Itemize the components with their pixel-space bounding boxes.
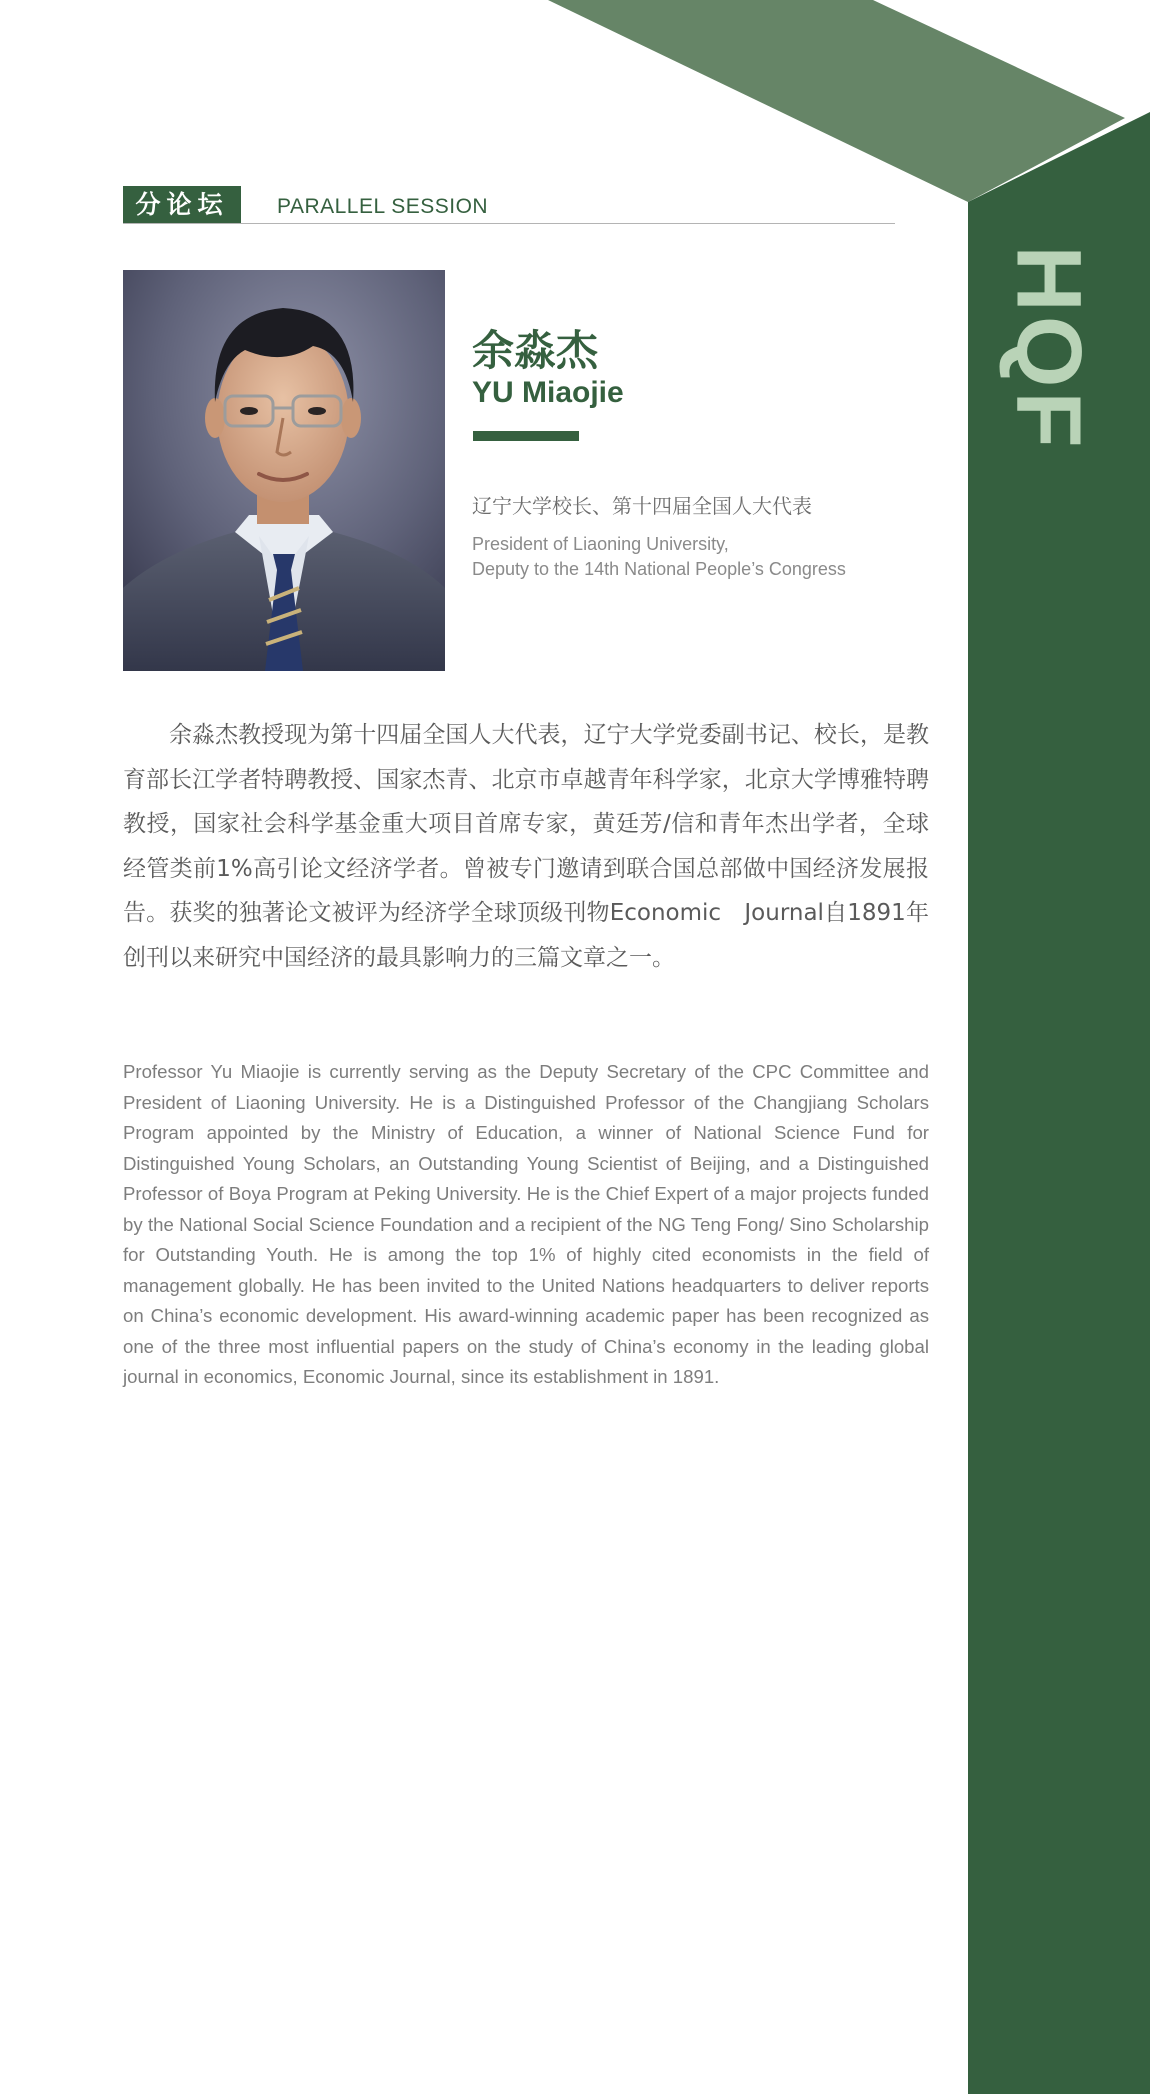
speaker-photo — [123, 270, 445, 671]
speaker-title-en-line1: President of Liaoning University, — [472, 534, 729, 554]
name-underline — [473, 431, 579, 441]
speaker-portrait-icon — [123, 270, 445, 671]
speaker-title-en-line2: Deputy to the 14th National People’s Congress — [472, 559, 846, 579]
section-title-en: PARALLEL SESSION — [277, 195, 489, 218]
brand-side-letters — [997, 236, 1100, 460]
bio-chinese: 余淼杰教授现为第十四届全国人大代表，辽宁大学党委副书记、校长，是教育部长江学者特聘教授、国家杰青、北京市卓越青年科学家，北京大学博雅特聘教授，国家社会科学基金重大项目首席专家，黄廷芳/信和青年杰出学者，全球经管类前1%高引论文经济学者。曾被专门邀请到联合国总部做中国经济发展报告。获奖的独著论文被评为经济学全球顶级刊物Economic Journal自1891年创刊以来研究中国经济的最具影响力的三篇文章之一。 — [123, 722, 929, 971]
section-divider — [123, 223, 895, 224]
speaker-title-cn: 辽宁大学校长、第十四届全国人大代表 — [472, 494, 812, 518]
brand-side-letters-text: HQF — [997, 244, 1100, 452]
section-badge: 分论坛 — [123, 186, 241, 224]
bio-english: Professor Yu Miaojie is currently serving as the Deputy Secretary of the CPC Committee and President of Liaoning University. He is a Distinguished Professor of the Changjiang Scholars Program appointed by the Ministry of Education, a winner of National Science Fund for Distinguished Young Scholars, an Outstanding Young Scientist of Beijing, and a Distinguished Professor of Boya Program at Peking University. He is the Chief Expert of a major projects funded by the National Social Science Foundation and a recipient of the NG Teng Fong/ Sino Scholarship for Outstanding Youth. He is among the top 1% of highly cited economists in the field of management globally. He has been invited to the United Nations headquarters to deliver reports on China’s economic development. His award-winning academic paper has been recognized as one of the three most influential papers on the study of China’s economy in the leading global journal in economics, Economic Journal, since its establishment in 1891. — [123, 1061, 929, 1387]
speaker-name-cn: 余淼杰 — [472, 326, 599, 375]
section-header — [123, 186, 895, 226]
speaker-name-en: YU Miaojie — [472, 376, 624, 409]
